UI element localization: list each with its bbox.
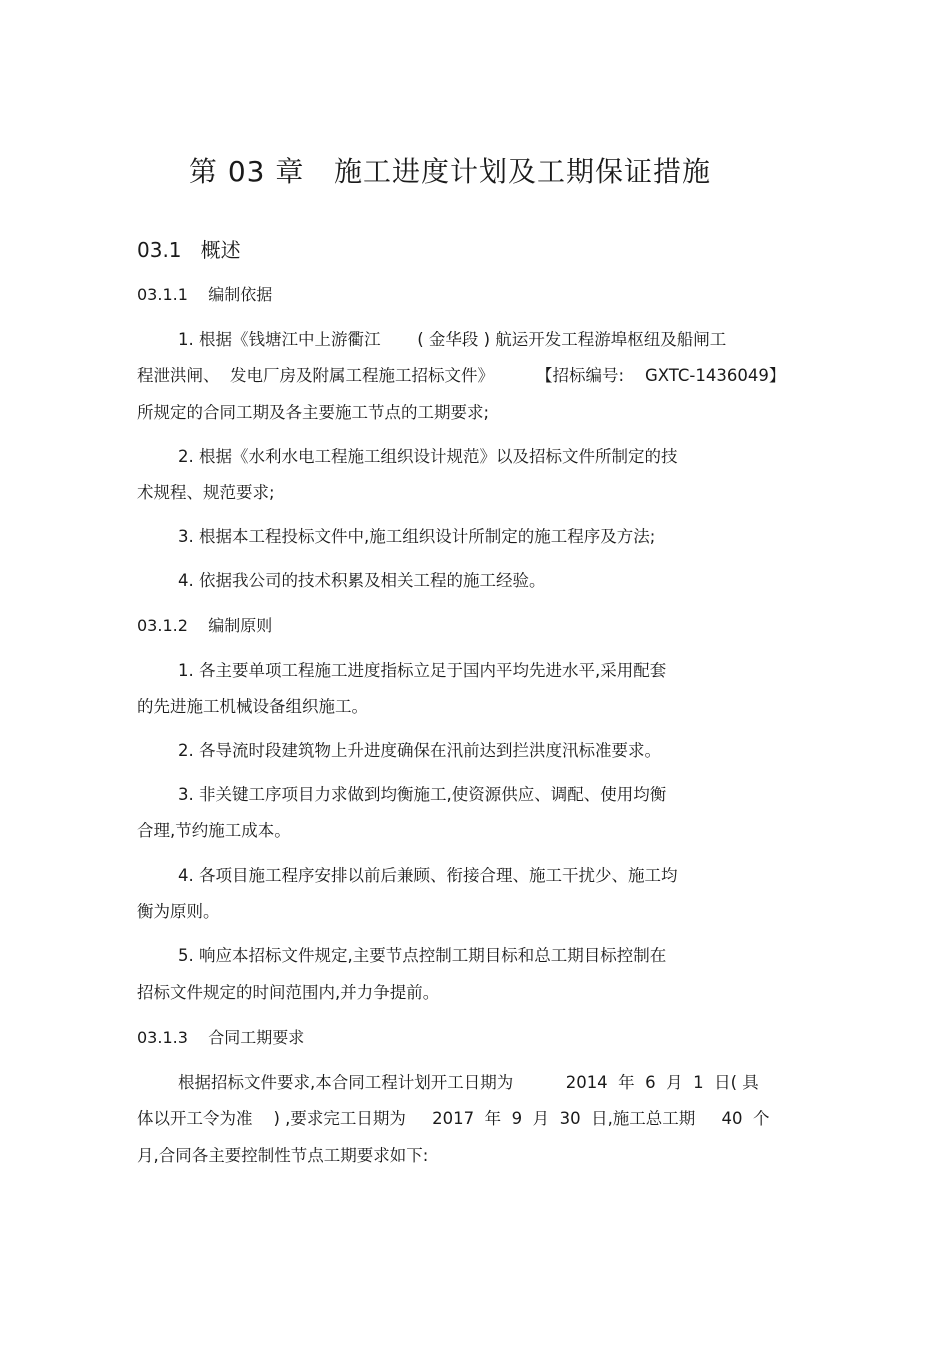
paragraph-line: 4. 各项目施工程序安排以前后兼顾、衔接合理、施工干扰少、施工均 xyxy=(178,866,678,885)
paragraph-line: 程泄洪闸、 发电厂房及附属工程施工招标文件》 【招标编号: GXTC-1436049】 xyxy=(137,366,786,385)
paragraph-line: 体以开工令为准 ) ,要求完工日期为 2017 年 9 月 30 日,施工总工期 40 个 xyxy=(137,1109,770,1128)
subsection-heading-contract-period: 03.1.3 合同工期要求 xyxy=(137,1028,305,1047)
section-heading: 03.1 概述 xyxy=(137,238,241,262)
paragraph-line: 所规定的合同工期及各主要施工节点的工期要求; xyxy=(137,403,490,422)
subsection-heading-principles: 03.1.2 编制原则 xyxy=(137,616,273,635)
paragraph-line: 1. 根据《钱塘江中上游衢江 ( 金华段 ) 航运开发工程游埠枢纽及船闸工 xyxy=(178,330,727,349)
paragraph-line: 2. 根据《水利水电工程施工组织设计规范》以及招标文件所制定的技 xyxy=(178,447,678,466)
paragraph-line: 5. 响应本招标文件规定,主要节点控制工期目标和总工期目标控制在 xyxy=(178,946,667,965)
subsection-heading-basis: 03.1.1 编制依据 xyxy=(137,285,273,304)
paragraph-line: 招标文件规定的时间范围内,并力争提前。 xyxy=(137,983,440,1002)
chapter-title: 第 03 章 施工进度计划及工期保证措施 xyxy=(188,155,712,188)
paragraph-line: 合理,节约施工成本。 xyxy=(137,821,291,840)
paragraph-line: 3. 根据本工程投标文件中,施工组织设计所制定的施工程序及方法; xyxy=(178,527,656,546)
paragraph-line: 术规程、规范要求; xyxy=(137,483,275,502)
paragraph-line: 2. 各导流时段建筑物上升进度确保在汛前达到拦洪度汛标准要求。 xyxy=(178,741,661,760)
paragraph-line: 的先进施工机械设备组织施工。 xyxy=(137,697,368,716)
paragraph-line: 4. 依据我公司的技术积累及相关工程的施工经验。 xyxy=(178,571,546,590)
paragraph-line: 月,合同各主要控制性节点工期要求如下: xyxy=(137,1146,429,1165)
paragraph-line: 根据招标文件要求,本合同工程计划开工日期为 2014 年 6 月 1 日( 具 xyxy=(178,1073,759,1092)
paragraph-line: 1. 各主要单项工程施工进度指标立足于国内平均先进水平,采用配套 xyxy=(178,661,667,680)
paragraph-line: 3. 非关键工序项目力求做到均衡施工,使资源供应、调配、使用均衡 xyxy=(178,785,667,804)
paragraph-line: 衡为原则。 xyxy=(137,902,220,921)
